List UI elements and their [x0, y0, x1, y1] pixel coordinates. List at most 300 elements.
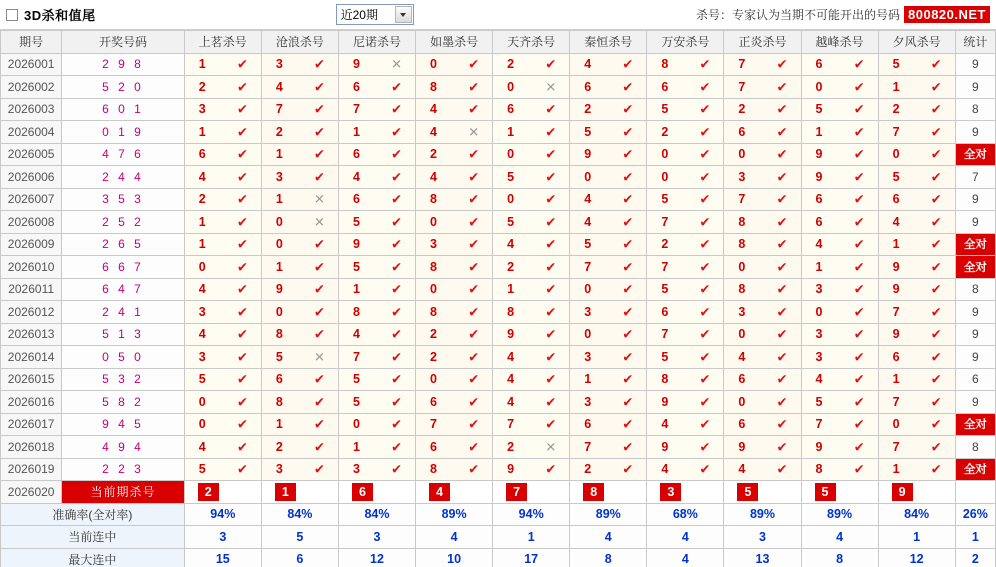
kill-number: 2 [661, 124, 669, 139]
check-icon: ✔ [853, 349, 865, 365]
kill-number: 3 [815, 282, 823, 297]
kill-cell [338, 166, 415, 189]
kill-cell [416, 166, 493, 189]
summary-value: 3 [338, 526, 415, 549]
check-icon: ✔ [622, 236, 634, 252]
kill-number: 7 [738, 57, 746, 72]
kill-number: 6 [815, 57, 823, 72]
summary-value: 4 [647, 548, 724, 567]
kill-cell [261, 346, 338, 369]
kill-number: 8 [738, 282, 746, 297]
kill-cell [338, 233, 415, 256]
kill-number: 5 [507, 214, 515, 229]
summary-value: 4 [570, 526, 647, 549]
kill-cell [570, 458, 647, 481]
check-icon: ✔ [622, 461, 634, 477]
check-icon: ✔ [545, 304, 557, 320]
kill-cell [261, 323, 338, 346]
current-kill-cell [878, 481, 955, 504]
check-icon: ✔ [391, 326, 403, 342]
check-icon: ✔ [468, 416, 480, 432]
check-icon: ✔ [930, 56, 942, 72]
th-expert-1: 上茗杀号 [184, 31, 261, 54]
kill-number: 9 [661, 394, 669, 409]
check-icon: ✔ [622, 349, 634, 365]
kill-number: 0 [275, 237, 283, 252]
kill-cell [647, 391, 724, 414]
check-icon: ✔ [622, 191, 634, 207]
current-kill-cell [647, 481, 724, 504]
check-icon: ✔ [314, 371, 325, 387]
kill-cell [184, 121, 261, 144]
header-row [1, 31, 996, 54]
stat-cell: 9 [955, 346, 995, 369]
th-expert-8: 正炎杀号 [724, 31, 801, 54]
current-kill-cell [261, 481, 338, 504]
kill-cell [878, 458, 955, 481]
kill-number: 8 [430, 304, 437, 319]
kill-number: 8 [352, 304, 360, 319]
check-icon: ✔ [468, 146, 480, 162]
check-icon: ✔ [776, 394, 788, 410]
check-icon: ✔ [853, 281, 865, 297]
check-icon: ✔ [699, 371, 711, 387]
kill-number: 0 [430, 372, 437, 387]
check-icon: ✔ [468, 281, 480, 297]
check-icon: ✔ [930, 349, 942, 365]
summary-value: 5 [261, 526, 338, 549]
cross-icon: ✕ [314, 349, 325, 365]
check-icon: ✔ [545, 214, 557, 230]
check-icon: ✔ [391, 214, 403, 230]
kill-cell [570, 53, 647, 76]
check-icon: ✔ [699, 146, 711, 162]
table-row [1, 413, 996, 436]
summary-value: 84% [338, 503, 415, 526]
check-icon: ✔ [545, 349, 557, 365]
current-kill-cell [184, 481, 261, 504]
table-row [1, 166, 996, 189]
kill-number: 7 [892, 394, 900, 409]
check-icon: ✔ [391, 371, 403, 387]
check-icon: ✔ [699, 214, 711, 230]
kill-number: 4 [507, 394, 515, 409]
kill-cell [647, 413, 724, 436]
table-row [1, 323, 996, 346]
check-icon: ✔ [314, 416, 325, 432]
kill-cell [338, 76, 415, 99]
page-title: 3D杀和值尾 [24, 8, 96, 23]
check-icon: ✔ [391, 394, 403, 410]
check-icon: ✔ [236, 236, 248, 252]
table-row [1, 368, 996, 391]
kill-cell [261, 188, 338, 211]
check-icon: ✔ [545, 56, 557, 72]
check-icon: ✔ [545, 191, 557, 207]
summary-value: 84% [261, 503, 338, 526]
kill-cell [647, 98, 724, 121]
kill-number: 7 [584, 439, 592, 454]
kill-number: 0 [430, 57, 437, 72]
kill-cell [801, 166, 878, 189]
kill-number: 4 [430, 124, 437, 139]
check-icon: ✔ [314, 259, 325, 275]
summary-row [1, 548, 996, 567]
check-icon: ✔ [314, 101, 325, 117]
current-kill-badge: 6 [352, 483, 373, 501]
period-select[interactable] [336, 4, 414, 25]
kill-number: 6 [815, 214, 823, 229]
kill-cell [570, 211, 647, 234]
check-icon: ✔ [699, 349, 711, 365]
kill-number: 0 [275, 304, 283, 319]
open-number-cell: 5 1 3 [62, 323, 185, 346]
kill-number: 4 [507, 349, 515, 364]
check-icon: ✔ [236, 56, 248, 72]
open-number-cell: 4 9 4 [62, 436, 185, 459]
check-icon: ✔ [853, 326, 865, 342]
kill-cell [878, 436, 955, 459]
check-icon: ✔ [236, 304, 248, 320]
summary-value: 8 [570, 548, 647, 567]
kill-cell [338, 323, 415, 346]
table-row [1, 233, 996, 256]
kill-number: 5 [198, 462, 206, 477]
check-icon: ✔ [853, 79, 865, 95]
check-icon: ✔ [468, 101, 480, 117]
kill-cell [570, 278, 647, 301]
check-icon: ✔ [776, 214, 788, 230]
kill-cell [493, 211, 570, 234]
kill-cell [570, 233, 647, 256]
kill-number: 8 [661, 57, 669, 72]
kill-number: 5 [352, 372, 360, 387]
kill-number: 2 [892, 102, 900, 117]
kill-cell [184, 76, 261, 99]
current-kill-badge: 8 [583, 483, 604, 501]
check-icon: ✔ [468, 326, 480, 342]
check-icon: ✔ [468, 214, 480, 230]
kill-cell [878, 391, 955, 414]
check-icon: ✔ [853, 439, 865, 455]
summary-value: 68% [647, 503, 724, 526]
summary-label: 最大连中 [1, 548, 185, 567]
kill-cell [493, 256, 570, 279]
kill-number: 0 [738, 327, 746, 342]
summary-value: 17 [493, 548, 570, 567]
issue-cell: 2026016 [1, 391, 62, 414]
kill-number: 4 [275, 79, 283, 94]
kill-cell [570, 143, 647, 166]
stat-cell: 9 [955, 391, 995, 414]
kill-number: 5 [815, 394, 823, 409]
kill-number: 3 [198, 304, 206, 319]
kill-number: 2 [584, 462, 592, 477]
kill-number: 0 [738, 394, 746, 409]
issue-cell: 2026012 [1, 301, 62, 324]
current-kill-cell [724, 481, 801, 504]
kill-cell [338, 458, 415, 481]
table-row [1, 76, 996, 99]
check-icon: ✔ [699, 326, 711, 342]
kill-cell [724, 211, 801, 234]
kill-cell [184, 143, 261, 166]
summary-stat: 2 [955, 548, 995, 567]
kill-number: 6 [352, 192, 360, 207]
kill-number: 0 [892, 147, 900, 162]
th-expert-9: 越峰杀号 [801, 31, 878, 54]
check-icon: ✔ [391, 259, 403, 275]
check-icon: ✔ [391, 124, 403, 140]
kill-number: 0 [815, 304, 823, 319]
kill-number: 0 [584, 169, 592, 184]
check-icon: ✔ [314, 326, 325, 342]
kill-cell [261, 166, 338, 189]
kill-cell [261, 143, 338, 166]
check-icon: ✔ [314, 304, 325, 320]
check-icon: ✔ [545, 416, 557, 432]
stat-cell: 8 [955, 278, 995, 301]
kill-number: 8 [661, 372, 669, 387]
stat-badge-all-correct: 全对 [955, 256, 995, 279]
kill-number: 2 [584, 102, 592, 117]
issue-cell: 2026014 [1, 346, 62, 369]
check-icon: ✔ [622, 169, 634, 185]
kill-cell [801, 98, 878, 121]
table-head [1, 31, 996, 54]
kill-number: 7 [738, 192, 746, 207]
kill-number: 3 [198, 349, 206, 364]
check-icon: ✔ [699, 461, 711, 477]
check-icon: ✔ [622, 146, 634, 162]
kill-cell [261, 436, 338, 459]
kill-cell [338, 436, 415, 459]
check-icon: ✔ [391, 146, 403, 162]
kill-number: 0 [352, 417, 360, 432]
kill-number: 7 [815, 417, 823, 432]
kill-number: 7 [352, 349, 360, 364]
kill-cell [493, 323, 570, 346]
check-icon: ✔ [622, 394, 634, 410]
check-icon: ✔ [236, 79, 248, 95]
kill-number: 7 [275, 102, 283, 117]
open-number-cell: 2 4 4 [62, 166, 185, 189]
current-stat-cell [955, 481, 995, 504]
kill-number: 8 [507, 304, 515, 319]
kill-cell [878, 301, 955, 324]
kill-cell [338, 413, 415, 436]
kill-cell [878, 278, 955, 301]
check-icon: ✔ [236, 146, 248, 162]
issue-cell: 2026017 [1, 413, 62, 436]
kill-cell [724, 233, 801, 256]
issue-cell: 2026002 [1, 76, 62, 99]
check-icon: ✔ [699, 439, 711, 455]
check-icon: ✔ [545, 371, 557, 387]
toolbar [0, 0, 996, 30]
kill-cell [647, 458, 724, 481]
check-icon: ✔ [622, 79, 634, 95]
current-kill-cell [338, 481, 415, 504]
kill-number: 1 [275, 147, 283, 162]
kill-cell [261, 458, 338, 481]
issue-cell: 2026009 [1, 233, 62, 256]
kill-number: 4 [584, 214, 592, 229]
kill-cell [801, 121, 878, 144]
kill-number: 2 [430, 147, 437, 162]
check-icon: ✔ [468, 304, 480, 320]
kill-cell [647, 346, 724, 369]
table-body [1, 53, 996, 567]
kill-number: 6 [507, 102, 515, 117]
kill-number: 5 [584, 124, 592, 139]
open-number-cell: 3 5 3 [62, 188, 185, 211]
period-select-value: 近20期 [340, 8, 378, 22]
check-icon: ✔ [391, 304, 403, 320]
check-icon: ✔ [314, 439, 325, 455]
kill-cell [493, 301, 570, 324]
kill-number: 5 [661, 192, 669, 207]
kill-cell [261, 121, 338, 144]
current-kill-badge: 2 [198, 483, 219, 501]
kill-cell [184, 166, 261, 189]
kill-number: 2 [661, 237, 669, 252]
check-icon: ✔ [545, 461, 557, 477]
kill-number: 9 [815, 147, 823, 162]
kill-number: 0 [275, 214, 283, 229]
kill-cell [801, 368, 878, 391]
kill-number: 5 [198, 372, 206, 387]
check-icon: ✔ [930, 281, 942, 297]
summary-value: 6 [261, 548, 338, 567]
kill-number: 1 [815, 124, 823, 139]
kill-cell [416, 188, 493, 211]
kill-cell [493, 98, 570, 121]
check-icon: ✔ [622, 416, 634, 432]
check-icon: ✔ [699, 281, 711, 297]
kill-number: 1 [507, 124, 515, 139]
check-icon: ✔ [699, 304, 711, 320]
table-row [1, 188, 996, 211]
summary-label: 当前连中 [1, 526, 185, 549]
kill-cell [801, 233, 878, 256]
current-kill-badge: 7 [506, 483, 527, 501]
check-icon: ✔ [853, 371, 865, 387]
kill-number: 7 [892, 304, 900, 319]
summary-row [1, 503, 996, 526]
kill-cell [338, 143, 415, 166]
kill-cell [184, 188, 261, 211]
kill-number: 1 [815, 259, 823, 274]
kill-cell [570, 368, 647, 391]
check-icon: ✔ [776, 371, 788, 387]
summary-value: 89% [724, 503, 801, 526]
kill-number: 6 [661, 79, 669, 94]
issue-cell: 2026011 [1, 278, 62, 301]
summary-value: 10 [416, 548, 493, 567]
kill-number: 2 [507, 259, 515, 274]
kill-number: 4 [352, 327, 360, 342]
kill-number: 6 [738, 124, 746, 139]
kill-number: 1 [892, 372, 900, 387]
summary-value: 3 [184, 526, 261, 549]
kill-cell [416, 436, 493, 459]
kill-number: 3 [352, 462, 360, 477]
kill-number: 8 [738, 237, 746, 252]
kill-cell [724, 143, 801, 166]
issue-cell: 2026010 [1, 256, 62, 279]
kill-number: 4 [198, 327, 206, 342]
stat-cell: 8 [955, 436, 995, 459]
kill-number: 5 [352, 394, 360, 409]
current-kill-badge: 4 [429, 483, 450, 501]
summary-value: 94% [493, 503, 570, 526]
kill-number: 7 [738, 79, 746, 94]
kill-cell [724, 256, 801, 279]
kill-number: 4 [352, 169, 360, 184]
kill-number: 5 [661, 102, 669, 117]
kill-number: 6 [815, 192, 823, 207]
check-icon: ✔ [699, 169, 711, 185]
chevron-down-icon[interactable] [395, 6, 412, 23]
th-expert-3: 尼诺杀号 [338, 31, 415, 54]
kill-number: 0 [507, 147, 515, 162]
kill-cell [416, 256, 493, 279]
kill-cell [493, 346, 570, 369]
kill-number: 6 [198, 147, 206, 162]
select-all-checkbox[interactable] [6, 9, 18, 21]
stat-cell: 9 [955, 188, 995, 211]
kill-cell [724, 391, 801, 414]
check-icon: ✔ [776, 461, 788, 477]
check-icon: ✔ [622, 439, 634, 455]
kill-number-table [0, 30, 996, 567]
kill-number: 9 [352, 57, 360, 72]
kill-cell [801, 76, 878, 99]
summary-value: 12 [878, 548, 955, 567]
check-icon: ✔ [930, 101, 942, 117]
kill-number: 3 [738, 169, 746, 184]
kill-cell [570, 121, 647, 144]
kill-cell [878, 121, 955, 144]
kill-cell [878, 211, 955, 234]
kill-cell [647, 278, 724, 301]
stat-badge-all-correct: 全对 [955, 143, 995, 166]
check-icon: ✔ [545, 146, 557, 162]
kill-number: 9 [815, 169, 823, 184]
kill-number: 5 [661, 349, 669, 364]
check-icon: ✔ [468, 461, 480, 477]
check-icon: ✔ [930, 439, 942, 455]
issue-cell: 2026008 [1, 211, 62, 234]
check-icon: ✔ [776, 281, 788, 297]
kill-number: 1 [892, 237, 900, 252]
kill-cell [570, 301, 647, 324]
kill-number: 4 [430, 102, 437, 117]
kill-cell [416, 53, 493, 76]
check-icon: ✔ [622, 304, 634, 320]
kill-cell [184, 391, 261, 414]
kill-number: 6 [584, 417, 592, 432]
kill-cell [801, 53, 878, 76]
open-number-cell: 2 2 3 [62, 458, 185, 481]
kill-number: 4 [661, 417, 669, 432]
kill-cell [261, 53, 338, 76]
check-icon: ✔ [776, 326, 788, 342]
kill-cell [261, 368, 338, 391]
kill-cell [801, 391, 878, 414]
kill-number: 7 [352, 102, 360, 117]
